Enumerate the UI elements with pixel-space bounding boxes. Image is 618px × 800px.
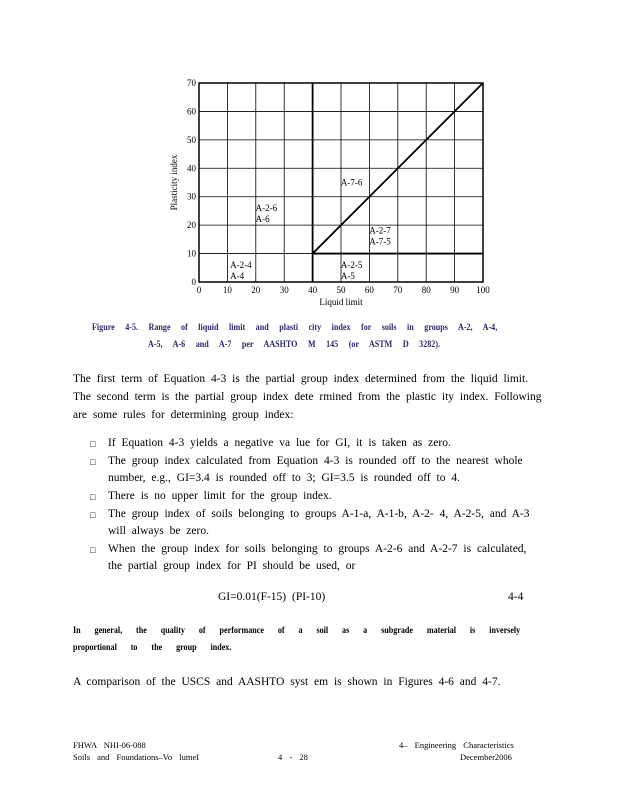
bullet-icon: □ — [90, 545, 96, 555]
region-label: A-7-6 — [340, 177, 363, 188]
paragraph-line: are some rules for determining group index: — [73, 409, 294, 421]
figure-caption-line2: A-5, A-6 and A-7 per AASHTO M 145 (or ASTM D 3282). — [148, 340, 441, 350]
page-number: 4 - 28 — [278, 752, 308, 762]
bullet-icon: □ — [90, 439, 96, 449]
footer-title: Soils and Foundations–Vo lumeI — [73, 752, 200, 762]
y-tick-label: 0 — [191, 277, 196, 287]
y-tick-label: 40 — [187, 163, 196, 174]
equation: GI=0.01(F-15) (PI-10) — [218, 591, 326, 603]
bold-paragraph-line: proportional to the group index. — [73, 643, 232, 653]
x-tick-label: 60 — [364, 285, 374, 295]
x-tick-label: 80 — [421, 285, 431, 295]
list-item: There is no upper limit for the group index. — [108, 490, 332, 502]
x-tick-label: 50 — [336, 285, 346, 295]
list-item: number, e.g., GI=3.4 is rounded off to 3; GI=3.5 is rounded off to 4. — [108, 472, 460, 484]
x-axis-label: Liquid limit — [319, 297, 363, 307]
figure-caption-line1: Figure 4-5. Range of liquid limit and plasti city index for soils in groups A-2, A-4, — [92, 323, 498, 333]
x-tick-label: 10 — [222, 285, 232, 295]
bold-paragraph-line: In general, the quality of performance of a soil as a subgrade material is inversely — [73, 626, 521, 636]
equation-number: 4-4 — [508, 591, 524, 603]
y-tick-label: 10 — [187, 248, 196, 259]
region-label: A-2-7 — [369, 225, 391, 236]
region-label: A-4 — [230, 270, 245, 281]
x-tick-label: 30 — [279, 285, 289, 295]
y-tick-label: 60 — [187, 106, 196, 117]
region-label: A-2-4 — [230, 259, 252, 270]
x-tick-label: 40 — [308, 285, 318, 295]
x-tick-label: 70 — [393, 285, 403, 295]
list-item: the partial group index for PI should be used, or — [108, 560, 356, 572]
y-axis-label: Plasticity index — [169, 154, 179, 211]
region-label: A-5 — [340, 270, 355, 281]
figure-4-5-chart — [160, 70, 500, 310]
paragraph-line: The first term of Equation 4-3 is the partial group index determined from the liquid limit. — [73, 373, 529, 385]
footer-date: December2006 — [460, 752, 512, 762]
x-tick-label: 0 — [196, 285, 202, 295]
bullet-icon: □ — [90, 492, 96, 502]
paragraph-line: The second term is the partial group index dete rmined from the plastic ity index. Following — [73, 391, 542, 403]
x-tick-label: 90 — [450, 285, 460, 295]
footer-chapter: 4– Engineering Characteristics — [399, 740, 514, 750]
list-item: When the group index for soils belonging to groups A-2-6 and A-2-7 is calculated, — [108, 543, 527, 555]
list-item: If Equation 4-3 yields a negative va lue for GI, it is taken as zero. — [108, 437, 451, 449]
region-label: A-6 — [255, 213, 270, 224]
list-item: The group index calculated from Equation 4-3 is rounded off to the nearest whole — [108, 455, 523, 467]
list-item: will always be zero. — [108, 525, 209, 537]
y-tick-label: 20 — [187, 220, 196, 231]
y-tick-label: 70 — [187, 78, 196, 88]
y-tick-label: 30 — [187, 191, 196, 202]
x-tick-label: 20 — [251, 285, 261, 295]
bullet-icon: □ — [90, 457, 96, 467]
region-label: A-2-5 — [340, 259, 363, 270]
x-tick-label: 100 — [476, 285, 490, 295]
region-label: A-7-5 — [369, 236, 391, 247]
footer-report-number: FHWA NHI-06-088 — [73, 740, 146, 750]
bullet-icon: □ — [90, 510, 96, 520]
list-item: The group index of soils belonging to groups A-1-a, A-1-b, A-2- 4, A-2-5, and A-3 — [108, 508, 530, 520]
comparison-paragraph: A comparison of the USCS and AASHTO syst em is shown in Figures 4-6 and 4-7. — [73, 676, 501, 688]
y-tick-label: 50 — [187, 134, 196, 145]
region-label: A-2-6 — [255, 202, 278, 213]
